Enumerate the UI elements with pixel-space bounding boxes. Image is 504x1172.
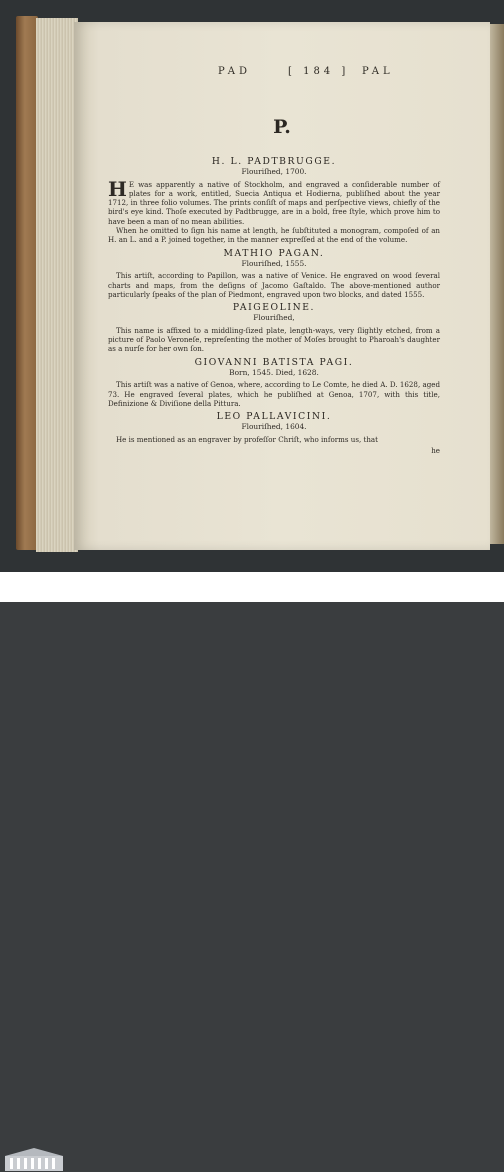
entry-name: MATHIO PAGAN. — [223, 247, 325, 259]
entry-paragraph — [108, 176, 440, 226]
section-letter-heading: P. — [273, 116, 291, 138]
entry-paragraph: He is mentioned as an engraver by profeſſor Chriſt, who informs us, that — [116, 434, 378, 444]
entry-paigeoline — [108, 303, 440, 353]
entry-paragraph: This artiſt was a native of Genoa, where, according to Le Comte, he died A. D. 1628, aged 73. He engraved ſeveral plates, which he publiſhed at Genoa, 1707, with this title, Definizione & Diviſione della Pittura. — [108, 380, 440, 408]
entry-paragraph-text: E was apparently a native of Stockholm, and engraved a conſiderable number of plates for a work, entitled, Suecia Antiqua et Hodierna, publiſhed about the year 1712, in three folio volumes. The prints conſiſt of maps and perſpective views, chiefly of the bird's eye kind. Thoſe executed by Padtbrugge, are in a bold, free ſtyle, which prove him to have been a man of no mean abilities. — [108, 179, 440, 226]
entry-name: H. L. PADTBRUGGE. — [211, 156, 337, 167]
book-spine-edge — [16, 16, 38, 550]
page-body — [108, 154, 440, 459]
page-number: [ 184 ] — [288, 66, 350, 77]
book-fore-edge — [488, 24, 504, 544]
book-page — [74, 22, 490, 550]
entry-dates: Flouriſhed, 1604. — [241, 422, 307, 432]
entry-pallavicini — [108, 412, 440, 455]
entry-dates: Flouriſhed, — [253, 313, 295, 323]
running-head-left: PAD — [218, 66, 252, 77]
library-building-logo — [4, 1146, 64, 1172]
entry-pagi — [108, 358, 440, 408]
footer-strip — [0, 572, 504, 602]
page-stack-edges — [36, 18, 78, 552]
entry-padtbrugge — [108, 157, 440, 245]
entry-name: PAIGEOLINE. — [232, 302, 316, 314]
entry-name: LEO PALLAVICINI. — [216, 411, 332, 423]
running-head-right: PAL — [362, 66, 394, 77]
catchword: he — [431, 446, 440, 456]
entry-paragraph: This name is affixed to a middling-ſized plate, length-ways, very ſlightly etched, from a picture of Paolo Veroneſe, repreſenting the mother of Moſes brought to Pharoah's daughter as a nurſe for her own ſon. — [108, 325, 440, 354]
entry-name: GIOVANNI BATISTA PAGI. — [194, 356, 354, 368]
entry-dates: Flouriſhed, 1555. — [241, 258, 307, 268]
entry-paragraph: When he omitted to ſign his name at length, he ſubſtituted a monogram, compoſed of an H. an L. and a P. joined together, in the manner expreſſed at the end of the volume. — [108, 226, 440, 245]
entry-paragraph: This artiſt, according to Papillon, was a native of Venice. He engraved on wood ſeveral charts and maps, from the deſigns of Jacomo Gaſtaldo. The above-mentioned author particularly ſpeaks of the plan of Piedmont, engraved upon two blocks, and dated 1555. — [108, 271, 440, 299]
drop-cap: H — [108, 176, 127, 201]
entry-dates: Born, 1545. Died, 1628. — [229, 367, 319, 377]
entry-pagan — [108, 249, 440, 299]
entry-dates: Flouriſhed, 1700. — [241, 167, 307, 177]
